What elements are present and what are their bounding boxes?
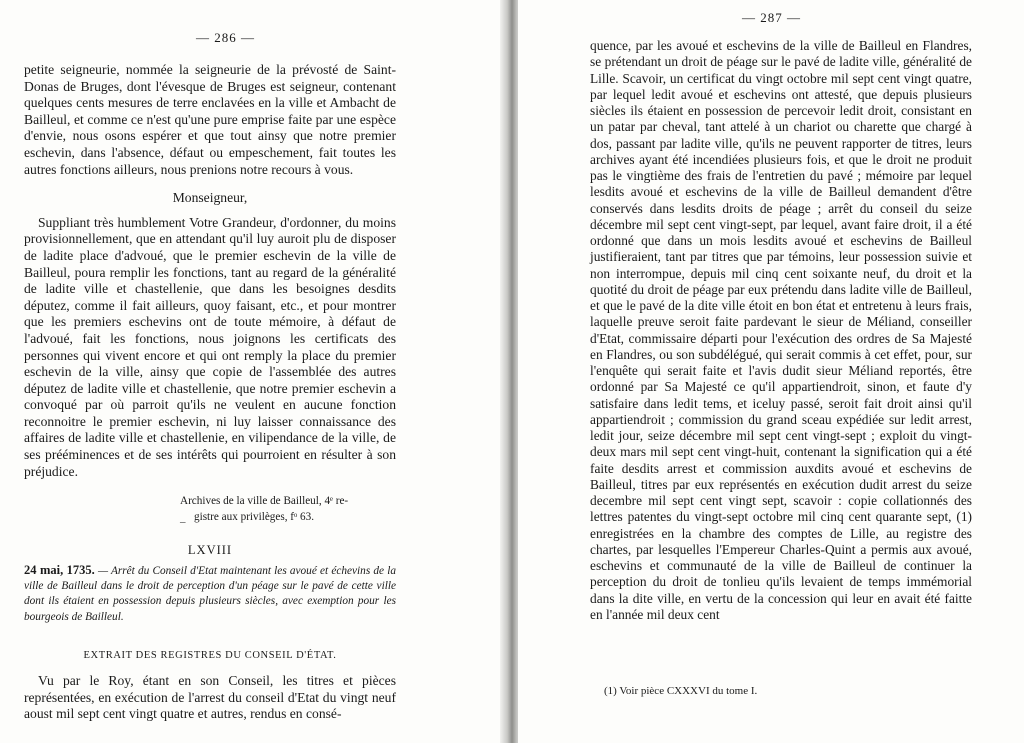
left-page — [0, 0, 506, 743]
extract-heading: EXTRAIT DES REGISTRES DU CONSEIL D'ÉTAT. — [83, 650, 337, 661]
archive-dash: _ — [180, 512, 186, 524]
archive-line-1: Archives de la ville de Bailleul, 4ᵉ re- — [180, 495, 349, 507]
section-number: LXVIII — [187, 543, 233, 557]
main-paragraph: quence, par les avoué et eschevins de la ville de Bailleul en Flandres, se prétendant un droit de péage sur le pavé de ladite ville, généralité de Lille. Scavoir, un certificat du vingt octobre mil sept cent vingt quatre, par lequel ledit avoué et eschevins ont attesté, que depuis plusieurs siècles ils étaient en possession de percevoir ledit droit, consistant en un patar par cheval, tant attelé à un chariot ou charette que chargé à dos, passant par ladite ville, qu'ils ne peuvent rapporter de titres, leurs archives ayant été incendiées plusieurs fois, et que le droit ne produit pas le vingtième des frais de l'entretien du pavé ; mémoire par lequel lesdits avoué et eschevins de la ville de Bailleul demandent d'être conservés dans lesdits droits de péage ; arrêt du conseil du seize décembre mil sept cent vingt-sept, par lequel, avant faire droit, il a été ordonné que dans un mois lesdits avoué et eschevins de Bailleul justifieraient, tant par titres que par témoins, leur possession suivie et non interrompue, depuis mil cinq cent soixante neuf, du droit et la quotité du droit de péage par eux prétendu dans ladite ville de Bailleul, et que le pavé de la dite ville étoit en bon état et entretenu à leurs frais, laquelle preuve seroit faite pardevant le sieur de Méliand, conseiller d'Etat, commissaire départi pour l'exécution des ordres de Sa Majesté en Flandres, ou son subdélégué, qui serait commis à cet effet, pour, sur l'enquête qui serait faite et l'avis dudit sieur Méliand reportés, être ordonné par Sa Majesté ce qu'il appartiendroit, sinon, et faute d'y satisfaire dans ledit tems, et iceluy passé, seroit fait droit ainsi qu'il appartiendroit ; commission du grand sceau expédiée sur ledit arrest, ledit jour, seize décembre mil sept cent vingt-sept ; exploit du vingt-deux mars mil sept cent vingt-huit, contenant la signification qui a été faite desdits arrest et commission auxdits avoué et eschevins de Bailleul, titres par eux représentés en exécution dudit arrest du seize decembre mil sept cent vingt sept, scavoir : copie collationnés des lettres patentes du vingt-sept octobre mil cinq cent quarante sept, (1) enregistrées en la chambre des comptes de Lille, au registre des chartes, par lesquelles l'Empereur Charles-Quint a permis aux avoué, eschevins et communauté de la ville de Bailleul de continuer la perception du droit de tonlieu qu'ils levaient de temps immémorial dans la dite ville, en vertu de la concession qui leur en avait été faitte en l'année mil deux cent — [590, 38, 972, 622]
opening-paragraph: petite seigneurie, nommée la seigneurie de la prévosté de Saint-Donas de Bruges, dont l'évesque de Bruges est seigneur, contenant quelques cents mesures de terre enclavées en la ville et Ambacht de Bailleul, et comme ce n'est qu'une pure emprise faite par une espèce d'envie, nous osons espérer et que tout ainsy que notre premier eschevin, dans l'absence, défaut ou empeschement, fait toutes les autres fonctions ailleurs, nous prenions notre recours à vous. — [24, 62, 396, 177]
archive-line-2: gistre aux privilèges, fᵒ 63. — [194, 511, 315, 523]
supplication-paragraph: Suppliant très humblement Votre Grandeur, d'ordonner, du moins provisionnellement, que en attendant qu'il luy auroit plu de disposer de ladite place d'advoué, que le premier eschevin de la ville de Bailleul, poura remplir les fonctions, tant au regard de la généralité de ladite ville et chastellenie, que dans les besoignes desdits députez, comme il fait ailleurs, quoy faisant, etc., et pour montrer que les premiers eschevins ont de toute mémoire, à défaut de l'advoué, fait les fonctions, nous joignons les certificats des personnes qui vivent encore et qui ont remply la place du premier eschevin de la ville, ainsy que copie de l'assemblée des autres députez de ladite ville et chastellenie, que notre premier eschevin a convoqué par où parroit qu'ils ne veulent en aucune fonction reconnoitre le premier eschevin, ni luy laisser connaissance des affaires de ladite ville et chastellenie, en vilipendance de la ville, de ses prééminences et de ses intérêts qui pourroient en résulter à son préjudice. — [24, 214, 396, 479]
archive-reference — [180, 493, 395, 525]
left-page-body — [24, 62, 396, 480]
salutation: Monseigneur, — [172, 190, 248, 206]
page-number-left: — 286 — — [196, 30, 255, 45]
closing-text — [24, 673, 396, 723]
summary-date: 24 mai, 1735. — [24, 563, 95, 577]
page-number-right: — 287 — — [742, 10, 801, 25]
right-page-body — [590, 38, 972, 623]
summary-text: — Arrêt du Conseil d'Etat maintenant les avoué et échevins de la ville de Bailleul dans le droit de perception d'un péage sur le pavé de cette ville dont ils étaient en possession depuis plusieurs siècles, avec exemption pour les bourgeois de Bailleul. — [24, 565, 396, 623]
document-summary — [24, 563, 396, 625]
footnote: (1) Voir pièce CXXXVI du tome I. — [604, 685, 758, 697]
right-page — [518, 0, 1024, 743]
closing-paragraph: Vu par le Roy, étant en son Conseil, les titres et pièces représentées, en exécution de l'arrest du conseil d'Etat du vingt neuf aoust mil sept cent vingt quatre et autres, rendus en consé- — [24, 673, 396, 722]
